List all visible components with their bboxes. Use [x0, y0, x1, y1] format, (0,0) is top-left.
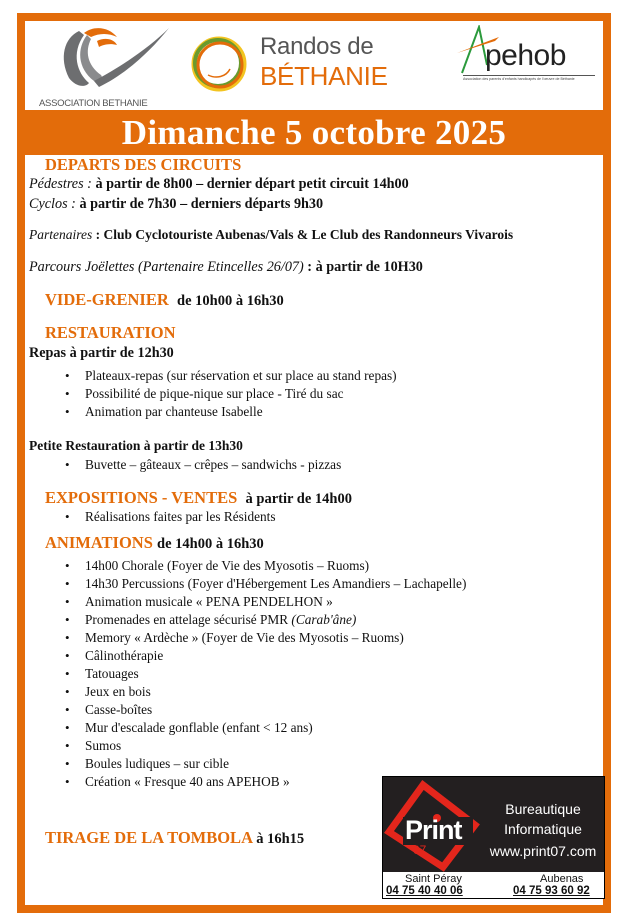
list-item: • Possibilité de pique-nique sur place - Tiré du sac — [65, 385, 397, 403]
expositions-title: EXPOSITIONS - VENTES — [45, 488, 238, 507]
vide-grenier-heading — [45, 290, 284, 310]
print07-ad — [382, 776, 605, 899]
list-item: • Création « Fresque 40 ans APEHOB » — [65, 773, 466, 791]
list-item: • 14h00 Chorale (Foyer de Vie des Myosotis – Ruoms) — [65, 557, 466, 575]
partenaires-label: Partenaires — [29, 227, 93, 242]
ad-line2: Informatique — [504, 821, 582, 837]
vide-grenier-time: de 10h00 à 16h30 — [177, 293, 284, 309]
animations-heading — [45, 533, 264, 553]
pedestres-label: Pédestres : — [29, 176, 92, 192]
ad-brand: Print — [405, 815, 462, 845]
ad-city1: Saint Péray — [405, 873, 462, 885]
ad-line1: Bureautique — [505, 801, 581, 817]
list-item: • Memory « Ardèche » (Foyer de Vie des Myosotis – Ruoms) — [65, 629, 466, 647]
list-item: • Boules ludiques – sur cible — [65, 755, 466, 773]
animations-list — [65, 557, 466, 791]
apehob-logo — [457, 25, 602, 105]
expositions-heading — [45, 488, 352, 508]
list-item: • Animation musicale « PENA PENDELHON » — [65, 593, 466, 611]
list-item: • Câlinothérapie — [65, 647, 466, 665]
list-item: • Casse-boîtes — [65, 701, 466, 719]
repas-list — [65, 367, 397, 421]
vide-grenier-title: VIDE-GRENIER — [45, 290, 169, 309]
petite-restauration-list — [65, 456, 341, 474]
apehob-subtitle: Association des parents d'enfants handicapés de l'oeuvre de Béthanie — [463, 77, 575, 81]
poster-frame — [17, 13, 611, 913]
list-item: • Jeux en bois — [65, 683, 466, 701]
cyclos-text: à partir de 7h30 – derniers départs 9h30 — [75, 196, 324, 212]
list-item: • Sumos — [65, 737, 466, 755]
joelettes-text: : à partir de 10H30 — [303, 259, 423, 275]
tombola-time: à 16h15 — [256, 831, 305, 847]
expositions-list — [65, 508, 276, 526]
pedestres-text: à partir de 8h00 – dernier départ petit circuit 14h00 — [91, 176, 409, 192]
logo-bar — [25, 21, 603, 110]
departs-heading: DEPARTS DES CIRCUITS — [45, 155, 242, 174]
apehob-wordmark: pehob — [485, 39, 566, 72]
ad-phone2: 04 75 93 60 92 — [513, 885, 590, 897]
animations-title: ANIMATIONS — [45, 533, 153, 552]
repas-line: Repas à partir de 12h30 — [29, 345, 174, 361]
restauration-heading: RESTAURATION — [45, 323, 176, 342]
list-item: • Réalisations faites par les Résidents — [65, 508, 276, 526]
cyclos-line — [29, 196, 323, 213]
list-item: • Tatouages — [65, 665, 466, 683]
randos-line2: BÉTHANIE — [260, 61, 388, 91]
association-bethanie-label: ASSOCIATION BETHANIE — [39, 98, 148, 109]
randos-bethanie-logo — [188, 31, 398, 101]
joelettes-label: Parcours Joëlettes (Partenaire Etincelles 26/07) — [29, 259, 304, 275]
ad-dark-panel — [383, 777, 604, 872]
pedestres-line — [29, 176, 409, 193]
list-item — [65, 611, 466, 629]
joelettes-line — [29, 259, 423, 276]
randos-line1: Randos de — [260, 33, 374, 60]
tombola-title: TIRAGE DE LA TOMBOLA — [45, 828, 253, 847]
event-date-banner: Dimanche 5 octobre 2025 — [25, 110, 603, 155]
ad-phone1: 04 75 40 40 06 — [386, 885, 463, 897]
animations-time: de 14h00 à 16h30 — [157, 536, 264, 552]
partenaires-line — [29, 227, 513, 243]
list-item: • 14h30 Percussions (Foyer d'Hébergement Les Amandiers – Lachapelle) — [65, 575, 466, 593]
poster-body — [25, 21, 603, 905]
randos-circle-icon — [188, 33, 250, 95]
ad-city2: Aubenas — [540, 873, 584, 885]
ad-brand-number: 07 — [413, 843, 427, 857]
partenaires-text: : Club Cyclotouriste Aubenas/Vals & Le Club des Randonneurs Vivarois — [92, 227, 514, 242]
bethanie-swirl-icon — [39, 23, 174, 93]
carabane-text: (Carab'âne) — [291, 612, 357, 627]
list-item: • Plateaux-repas (sur réservation et sur place au stand repas) — [65, 367, 397, 385]
petite-restauration-line: Petite Restauration à partir de 13h30 — [29, 438, 243, 453]
list-item: • Animation par chanteuse Isabelle — [65, 403, 397, 421]
list-item: • Mur d'escalade gonflable (enfant < 12 ans) — [65, 719, 466, 737]
cyclos-label: Cyclos : — [29, 196, 76, 212]
list-item: • Buvette – gâteaux – crêpes – sandwichs - pizzas — [65, 456, 341, 474]
tombola-heading — [45, 828, 304, 848]
promenades-text: Promenades en attelage sécurisé PMR — [85, 612, 292, 627]
association-bethanie-logo — [39, 23, 174, 107]
ad-url[interactable]: www.print07.com — [489, 843, 597, 859]
expositions-time: à partir de 14h00 — [245, 491, 352, 507]
apehob-divider — [463, 75, 595, 76]
